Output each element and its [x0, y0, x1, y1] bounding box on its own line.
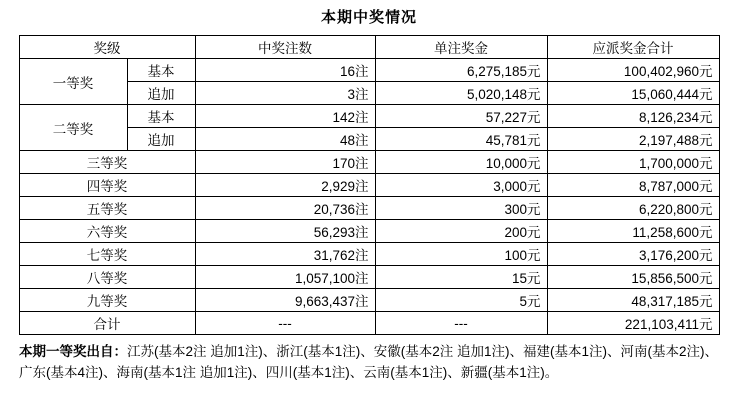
total-prize: 1,700,000元 — [547, 151, 719, 174]
unit-prize: 10,000元 — [375, 151, 547, 174]
table-row — [19, 59, 719, 82]
prize-subtype: 追加 — [127, 128, 195, 151]
winning-count: 9,663,437注 — [195, 289, 375, 312]
winning-count: 2,929注 — [195, 174, 375, 197]
total-prize: 221,103,411元 — [547, 312, 719, 335]
total-prize: 8,787,000元 — [547, 174, 719, 197]
total-prize: 3,176,200元 — [547, 243, 719, 266]
winning-count: 142注 — [195, 105, 375, 128]
note-text: 江苏(基本2注 追加1注)、浙江(基本1注)、安徽(基本2注 追加1注)、福建(基本1注)、河南(基本2注)、广东(基本4注)、海南(基本1注 追加1注)、四川(基本1注)、云南(基本1注)、新疆(基本1注)。 — [19, 344, 719, 380]
table-row — [19, 266, 719, 289]
unit-prize: 100元 — [375, 243, 547, 266]
unit-prize: 15元 — [375, 266, 547, 289]
first-prize-origin-note — [19, 341, 719, 383]
total-prize: 100,402,960元 — [547, 59, 719, 82]
table-row — [19, 220, 719, 243]
prize-level: 四等奖 — [19, 174, 195, 197]
table-header — [19, 36, 719, 59]
table-row — [19, 197, 719, 220]
unit-prize: 45,781元 — [375, 128, 547, 151]
prize-level: 八等奖 — [19, 266, 195, 289]
total-prize: 15,856,500元 — [547, 266, 719, 289]
prize-level: 七等奖 — [19, 243, 195, 266]
prize-subtype: 基本 — [127, 59, 195, 82]
winning-count: 20,736注 — [195, 197, 375, 220]
total-prize: 8,126,234元 — [547, 105, 719, 128]
prize-table — [19, 35, 720, 335]
table-header-row — [19, 36, 719, 59]
note-label: 本期一等奖出自： — [19, 344, 127, 359]
prize-level: 五等奖 — [19, 197, 195, 220]
table-row — [19, 289, 719, 312]
unit-prize: 3,000元 — [375, 174, 547, 197]
table-row — [19, 243, 719, 266]
unit-prize: 5元 — [375, 289, 547, 312]
winning-count: 170注 — [195, 151, 375, 174]
winning-count: 31,762注 — [195, 243, 375, 266]
column-header-count: 中奖注数 — [195, 36, 375, 59]
table-row — [19, 151, 719, 174]
unit-prize: 5,020,148元 — [375, 82, 547, 105]
unit-prize: 57,227元 — [375, 105, 547, 128]
total-prize: 15,060,444元 — [547, 82, 719, 105]
prize-level: 合计 — [19, 312, 195, 335]
table-row-total — [19, 312, 719, 335]
prize-level: 九等奖 — [19, 289, 195, 312]
winning-count: 48注 — [195, 128, 375, 151]
column-header-level: 奖级 — [19, 36, 195, 59]
column-header-total: 应派奖金合计 — [547, 36, 719, 59]
unit-prize: --- — [375, 312, 547, 335]
prize-subtype: 基本 — [127, 105, 195, 128]
column-header-unit: 单注奖金 — [375, 36, 547, 59]
total-prize: 11,258,600元 — [547, 220, 719, 243]
winning-count: 56,293注 — [195, 220, 375, 243]
prize-subtype: 追加 — [127, 82, 195, 105]
total-prize: 6,220,800元 — [547, 197, 719, 220]
winning-count: 16注 — [195, 59, 375, 82]
total-prize: 2,197,488元 — [547, 128, 719, 151]
unit-prize: 200元 — [375, 220, 547, 243]
winning-count: --- — [195, 312, 375, 335]
page-title: 本期中奖情况 — [320, 9, 417, 26]
unit-prize: 300元 — [375, 197, 547, 220]
prize-level: 二等奖 — [19, 105, 127, 151]
table-body — [19, 59, 719, 335]
total-prize: 48,317,185元 — [547, 289, 719, 312]
table-row — [19, 105, 719, 128]
winning-count: 1,057,100注 — [195, 266, 375, 289]
unit-prize: 6,275,185元 — [375, 59, 547, 82]
prize-level: 六等奖 — [19, 220, 195, 243]
prize-level: 一等奖 — [19, 59, 127, 105]
prize-level: 三等奖 — [19, 151, 195, 174]
table-row — [19, 174, 719, 197]
winning-count: 3注 — [195, 82, 375, 105]
